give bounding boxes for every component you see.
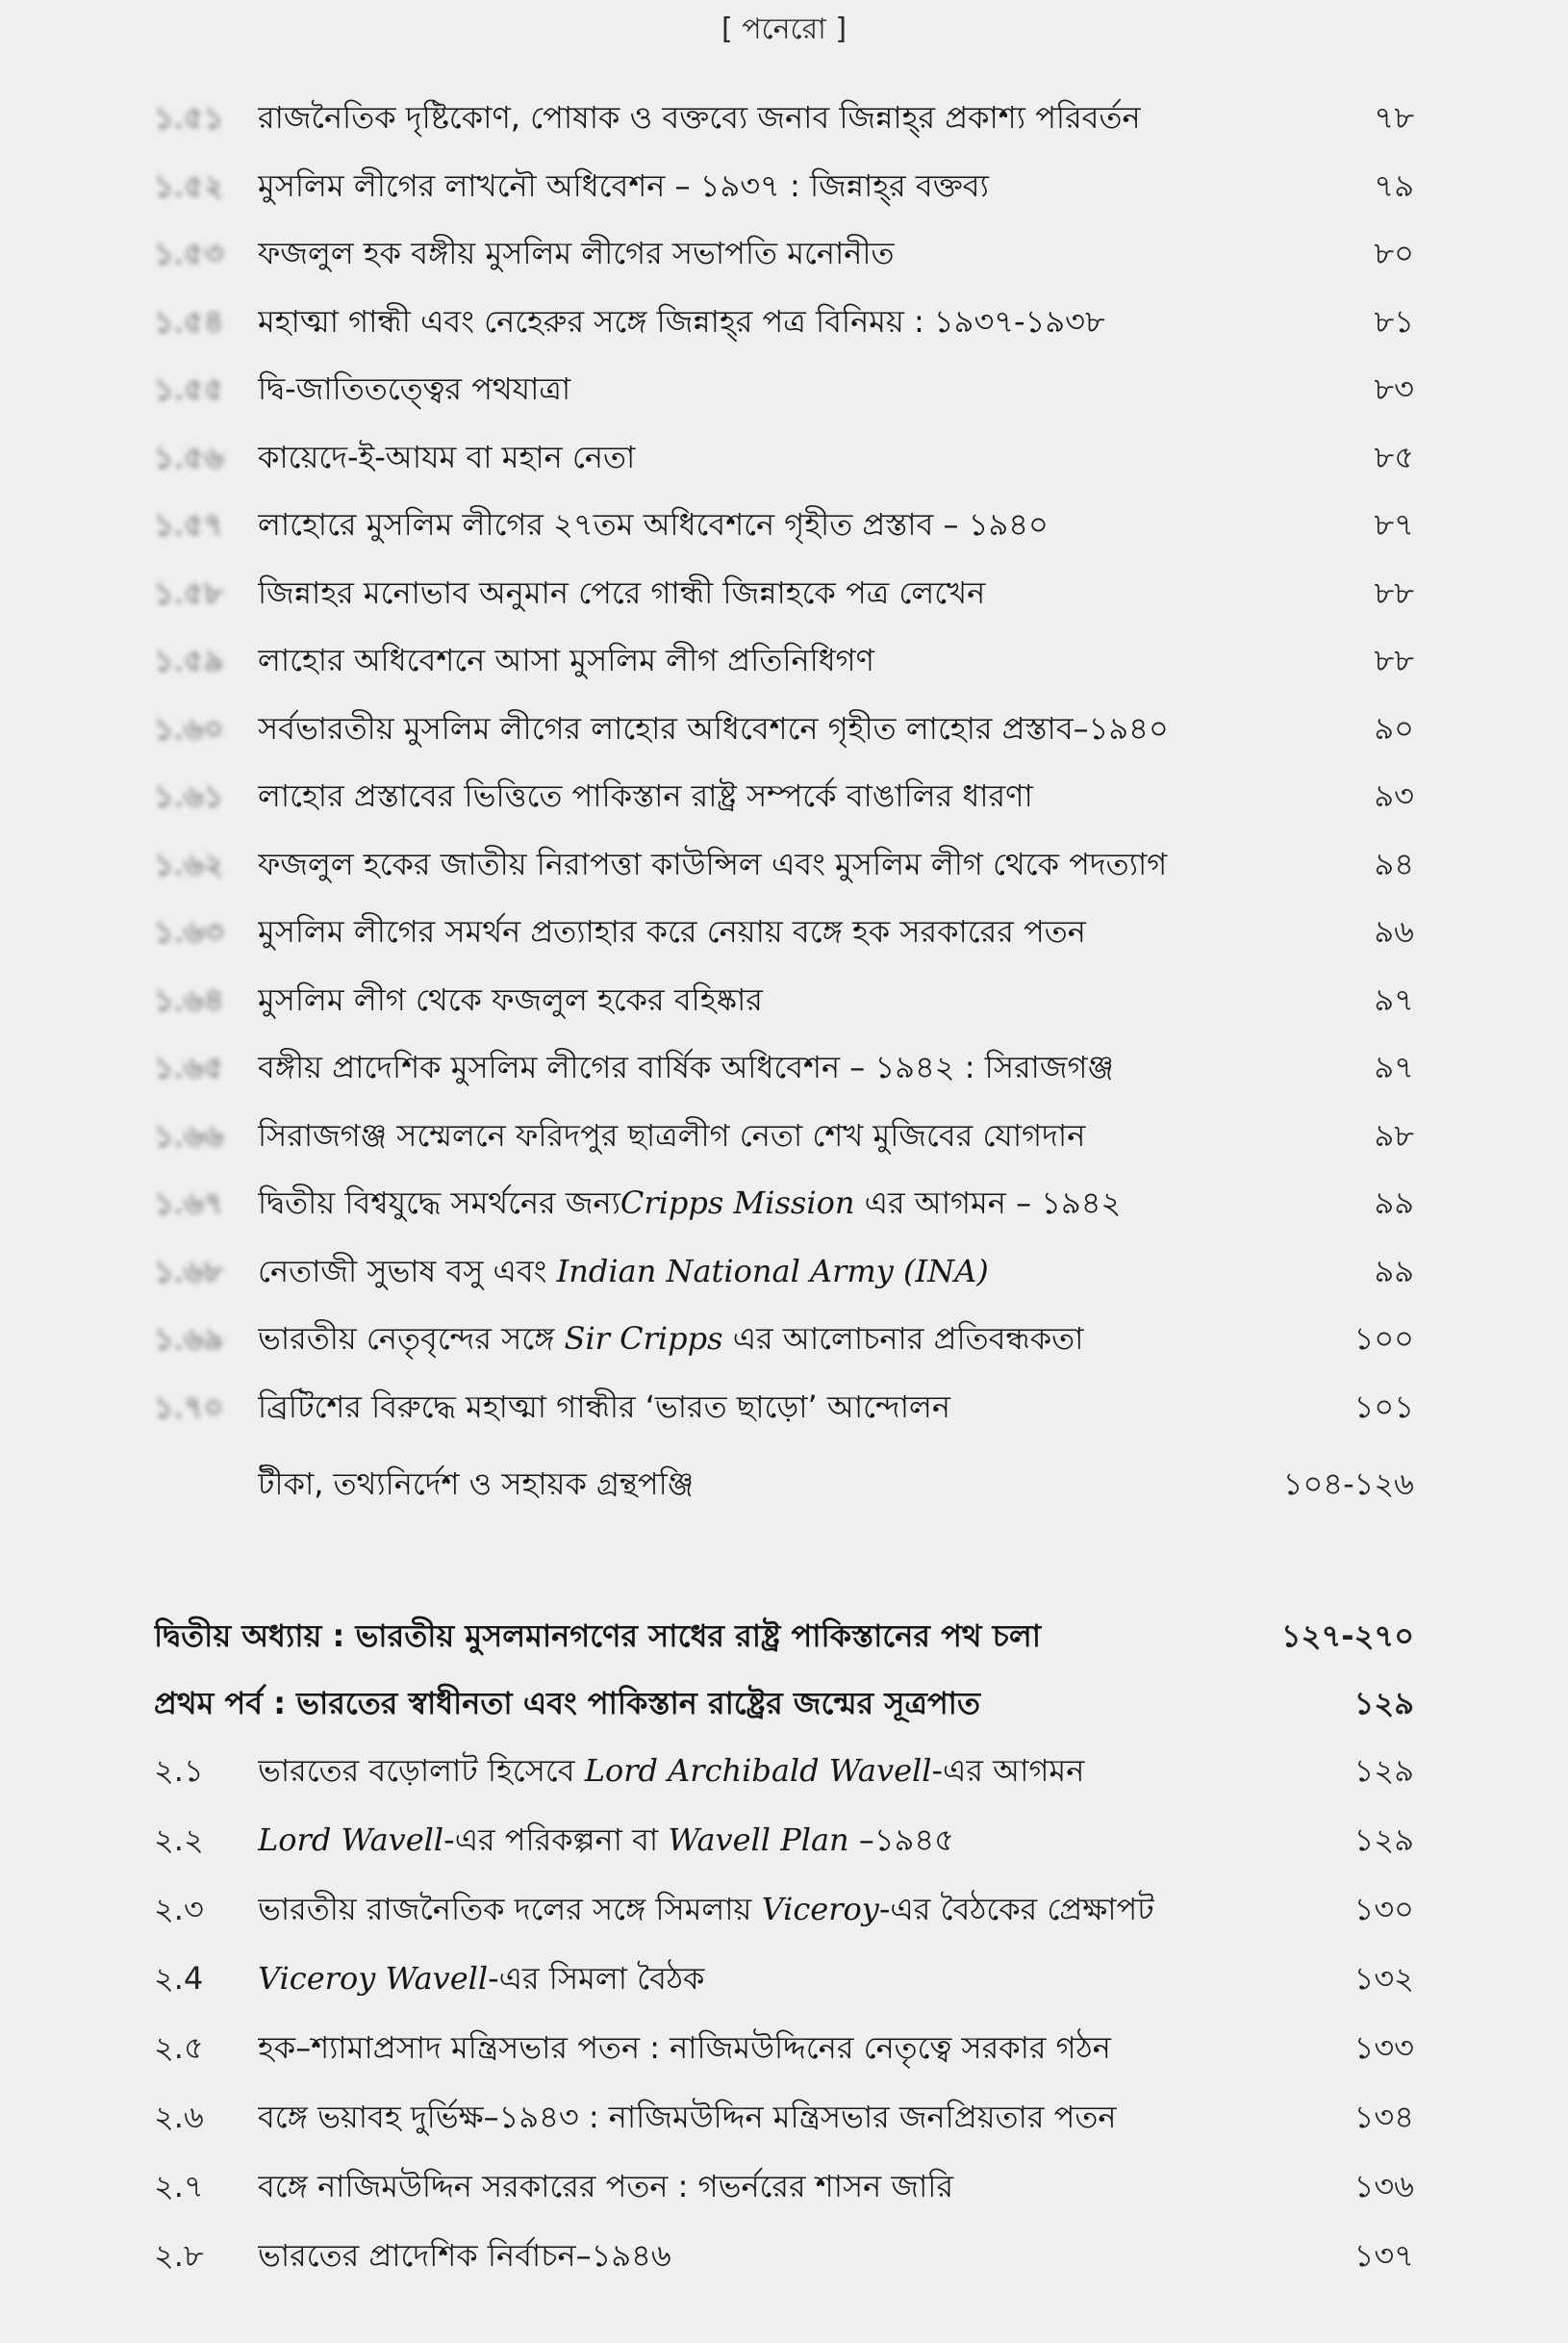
toc-entry [0,155,1568,216]
toc-entry [0,87,1568,148]
entry-title: বঙ্গে নাজিমউদ্দিন সরকারের পতন : গভর্নরের শাসন জারি [258,2168,954,2204]
part-page: ১২৯ [1353,1685,1414,1721]
toc-entry [0,1172,1568,1234]
entry-page: ৮০ [1374,235,1414,271]
toc-entry [0,291,1568,352]
entry-page: ১৩৩ [1353,2029,1414,2066]
chapter-title: দ্বিতীয় অধ্যায় : ভারতীয় মুসলমানগণের সাধের রাষ্ট্র পাকিস্তানের পথ চলা [154,1617,1042,1654]
entry-title: বঙ্গীয় প্রাদেশিক মুসলিম লীগের বার্ষিক অধিবেশন – ১৯৪২ : সিরাজগঞ্জ [258,1049,1114,1085]
toc-entry [0,2086,1568,2148]
entry-number: ২.৭ [154,2168,204,2204]
entry-page: ৯৯ [1374,1184,1414,1221]
entry-number: ১.৬৮ [154,1252,224,1289]
entry-page: ৮৭ [1374,506,1414,543]
entry-title: ভারতের প্রাদেশিক নির্বাচন–১৯৪৬ [258,2237,671,2274]
entry-number: ২.৫ [154,2029,204,2066]
entry-number: ২.৬ [154,2099,204,2135]
toc-entry [0,1740,1568,1801]
entry-page: ৯৯ [1374,1252,1414,1289]
entry-number: ১.৫২ [154,166,224,204]
entry-page: ৮৫ [1374,438,1414,475]
entry-page: ৯৪ [1374,845,1414,882]
part-title: প্রথম পর্ব : ভারতের স্বাধীনতা এবং পাকিস্তান রাষ্ট্রের জন্মের সূত্রপাত [154,1685,980,1721]
toc-entry [0,629,1568,691]
toc-entry [0,1878,1568,1940]
entry-number: ১.৬৫ [154,1049,224,1085]
toc-entry [0,2155,1568,2217]
entry-title: Viceroy Wavell-এর সিমলা বৈঠক [258,1960,705,1997]
toc-entry [0,562,1568,624]
entry-page: ৯৭ [1374,1049,1414,1085]
entry-title: মুসলিম লীগের লাখনৌ অধিবেশন – ১৯৩৭ : জিন্নাহ্‌র বক্তব্য [258,166,989,204]
entry-title: ভারতীয় নেতৃবৃন্দের সঙ্গে Sir Cripps এর আলোচনার প্রতিবন্ধকতা [258,1320,1084,1357]
entry-number: ১.৬৭ [154,1184,224,1221]
entry-page: ১৩৭ [1353,2237,1414,2274]
entry-page: ১০১ [1353,1388,1414,1425]
entry-page: ৭৯ [1374,166,1414,204]
entry-page: ১৩২ [1353,1960,1414,1997]
entry-number: ২.২ [154,1821,204,1858]
entry-page: ৭৮ [1374,99,1414,136]
entry-page: ৯৩ [1374,777,1414,814]
toc-entry [0,1809,1568,1871]
toc-entry [0,1948,1568,2009]
entry-page: ১৩০ [1353,1891,1414,1927]
entry-title: ফজলুল হক বঙ্গীয় মুসলিম লীগের সভাপতি মনোনীত [258,235,895,271]
entry-page: ৮৮ [1374,573,1414,611]
entry-title: দ্বি-জাতিতত্ত্বের পথযাত্রা [258,370,571,407]
toc-entry [0,426,1568,488]
entry-page: ৯৬ [1374,913,1414,950]
entry-title: কায়েদে-ই-আযম বা মহান নেতা [258,438,636,475]
entry-number: ১.৬৪ [154,980,224,1018]
entry-page: ৯৮ [1374,1116,1414,1154]
toc-entry [0,1376,1568,1438]
part-heading [0,1672,1568,1734]
entry-number: ১.৬২ [154,845,224,882]
page-header: [ পনেরো ] [721,13,847,46]
entry-title: মুসলিম লীগ থেকে ফজলুল হকের বহিষ্কার [258,980,763,1018]
entry-number: ১.৫৭ [154,506,224,543]
entry-title: নেতাজী সুভাষ বসু এবং Indian National Army (INA) [258,1252,989,1289]
entry-title: ভারতীয় রাজনৈতিক দলের সঙ্গে সিমলায় Viceroy-এর বৈঠকের প্রেক্ষাপট [258,1891,1154,1927]
entry-number: ১.৫৫ [154,370,224,407]
toc-entry [0,494,1568,555]
toc-entry [0,765,1568,827]
entry-title: ভারতের বড়োলাট হিসেবে Lord Archibald Wavell-এর আগমন [258,1752,1085,1789]
entry-title: জিন্নাহর মনোভাব অনুমান পেরে গান্ধী জিন্নাহকে পত্র লেখেন [258,573,986,611]
entry-title: সর্বভারতীয় মুসলিম লীগের লাহোর অধিবেশনে গৃহীত লাহোর প্রস্তাব–১৯৪০ [258,709,1169,747]
entry-title: মুসলিম লীগের সমর্থন প্রত্যাহার করে নেয়ায় বঙ্গে হক সরকারের পতন [258,913,1086,950]
notes-entry [0,1453,1568,1515]
toc-entry [0,969,1568,1031]
entry-title: লাহোর প্রস্তাবের ভিত্তিতে পাকিস্তান রাষ্ট্র সম্পর্কে বাঙালির ধারণা [258,777,1033,814]
entry-number: ২.4 [154,1960,204,1997]
entry-number: ১.৫৪ [154,302,224,340]
notes-title: টীকা, তথ্যনির্দেশ ও সহায়ক গ্রন্থপঞ্জি [258,1465,695,1502]
entry-number: ১.৬৩ [154,913,224,950]
entry-title: দ্বিতীয় বিশ্বযুদ্ধে সমর্থনের জন্যCripps Mission এর আগমন – ১৯৪২ [258,1184,1122,1221]
entry-page: ৯৭ [1374,980,1414,1018]
toc-entry [0,2225,1568,2286]
entry-title: রাজনৈতিক দৃষ্টিকোণ, পোষাক ও বক্তব্যে জনাব জিন্নাহ্‌র প্রকাশ্য পরিবর্তন [258,99,1141,136]
entry-title: সিরাজগঞ্জ সম্মেলনে ফরিদপুর ছাত্রলীগ নেতা শেখ মুজিবের যোগদান [258,1116,1086,1154]
entry-page: ১৩৬ [1353,2168,1414,2204]
entry-number: ১.৫৬ [154,438,224,475]
entry-title: বঙ্গে ভয়াবহ দুর্ভিক্ষ–১৯৪৩ : নাজিমউদ্দিন মন্ত্রিসভার জনপ্রিয়তার পতন [258,2099,1117,2135]
entry-number: ১.৭০ [154,1388,224,1425]
chapter-page: ১২৭-২৭০ [1280,1617,1414,1654]
entry-page: ৮৮ [1374,642,1414,678]
entry-title: Lord Wavell-এর পরিকল্পনা বা Wavell Plan –১৯৪৫ [258,1821,954,1858]
entry-number: ১.৬৬ [154,1116,224,1154]
entry-page: ৮১ [1374,302,1414,340]
entry-number: ২.৮ [154,2237,204,2274]
entry-number: ১.৫১ [154,99,224,136]
entry-title: লাহোর অধিবেশনে আসা মুসলিম লীগ প্রতিনিধিগণ [258,642,875,678]
toc-entry [0,1308,1568,1369]
entry-page: ১২৯ [1353,1752,1414,1789]
entry-number: ১.৫৩ [154,235,224,271]
entry-number: ১.৬১ [154,777,224,814]
entry-title: ফজলুল হকের জাতীয় নিরাপত্তা কাউন্সিল এবং মুসলিম লীগ থেকে পদত্যাগ [258,845,1168,882]
entry-page: ১৩৪ [1353,2099,1414,2135]
toc-entry [0,358,1568,420]
entry-page: ১২৯ [1353,1821,1414,1858]
entry-number: ১.৫৮ [154,573,224,611]
notes-page: ১০৪-১২৬ [1282,1465,1414,1502]
entry-number: ১.৬০ [154,709,224,747]
entry-title: ব্রিটিশের বিরুদ্ধে মহাত্মা গান্ধীর ‘ভারত ছাড়ো’ আন্দোলন [258,1388,950,1425]
entry-number: ২.১ [154,1752,204,1789]
toc-entry [0,1240,1568,1302]
entry-page: ৮৩ [1374,370,1414,407]
toc-entry [0,833,1568,895]
toc-entry [0,1105,1568,1166]
entry-page: ৯০ [1374,709,1414,747]
entry-title: মহাত্মা গান্ধী এবং নেহেরুর সঙ্গে জিন্নাহ্‌র পত্র বিনিময় : ১৯৩৭-১৯৩৮ [258,302,1105,340]
toc-entry [0,222,1568,284]
entry-page: ১০০ [1353,1320,1414,1357]
toc-entry [0,1036,1568,1098]
entry-title: লাহোরে মুসলিম লীগের ২৭তম অধিবেশনে গৃহীত প্রস্তাব – ১৯৪০ [258,506,1049,543]
toc-entry [0,2017,1568,2078]
chapter-heading [0,1605,1568,1667]
toc-entry [0,901,1568,962]
entry-number: ১.৫৯ [154,642,224,678]
toc-entry [0,698,1568,759]
entry-title: হক–শ্যামাপ্রসাদ মন্ত্রিসভার পতন : নাজিমউদ্দিনের নেতৃত্বে সরকার গঠন [258,2029,1111,2066]
entry-number: ১.৬৯ [154,1320,224,1357]
entry-number: ২.৩ [154,1891,204,1927]
